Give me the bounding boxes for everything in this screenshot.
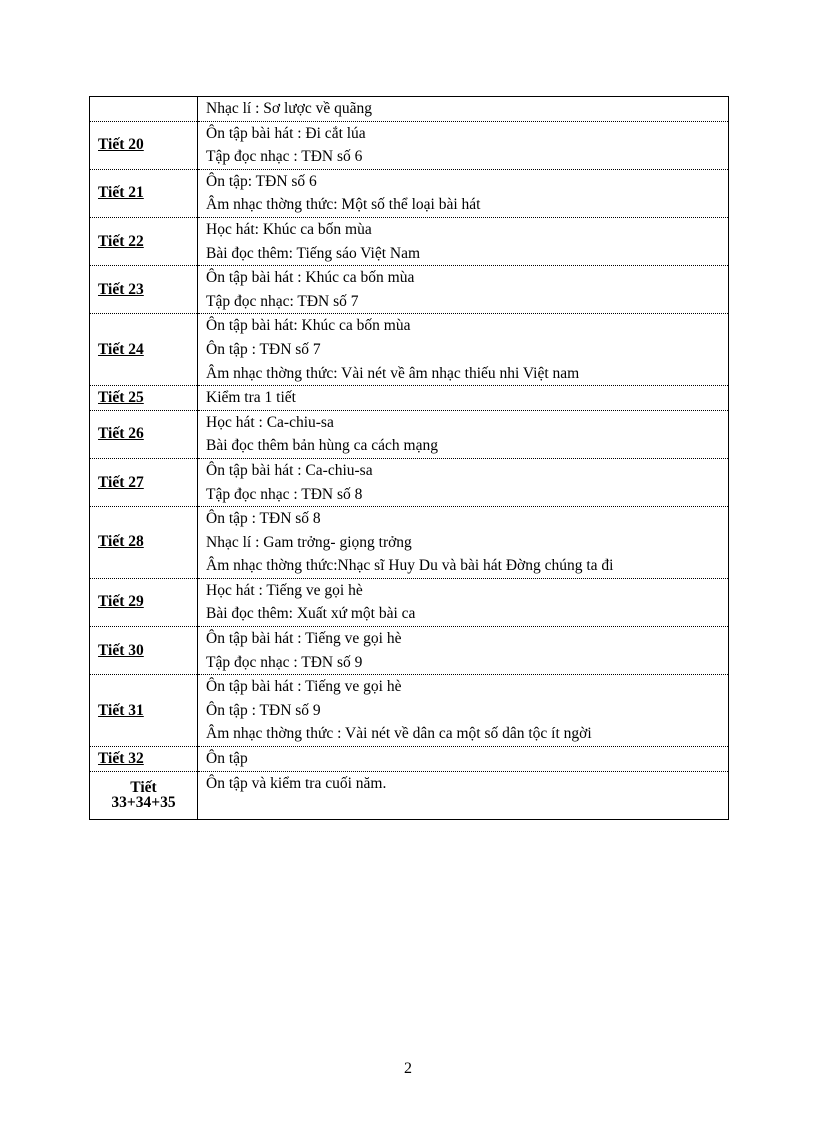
content-line [206,795,728,819]
content-cell [198,217,729,265]
table-row [90,169,729,217]
table-row [90,266,729,314]
content-cell [198,386,729,411]
lesson-schedule-body [90,97,729,820]
content-line: Tập đọc nhạc: TĐN số 7 [206,292,359,310]
table-row [90,675,729,747]
lesson-label-line2: 33+34+35 [111,794,176,812]
table-row [90,771,729,819]
content-cell [198,169,729,217]
table-row [90,578,729,626]
lesson-label: Tiết 24 [98,340,144,358]
lesson-cell [90,266,198,314]
content-cell [198,121,729,169]
content-cell [198,507,729,579]
content-line: Âm nhạc thờng thức : Vài nét về dân ca một số dân tộc ít ngời [206,725,592,743]
lesson-label: Tiết 23 [98,280,144,298]
content-line: Bài đọc thêm bản hùng ca cách mạng [206,437,438,455]
content-line: Tập đọc nhạc : TĐN số 6 [206,148,363,166]
content-cell [198,97,729,122]
content-cell [198,771,729,819]
lesson-label: Tiết 21 [98,184,144,202]
lesson-label: Tiết 31 [98,701,144,719]
content-line: Ôn tập bài hát : Tiếng ve gọi hè [206,678,402,696]
content-cell [198,675,729,747]
content-line: Học hát : Ca-chiu-sa [206,413,334,431]
content-cell [198,627,729,675]
content-line: Học hát : Tiếng ve gọi hè [206,581,363,599]
lesson-schedule-table [89,96,729,820]
lesson-label: Tiết 32 [98,749,144,767]
lesson-label: Tiết 26 [98,425,144,443]
content-line: Ôn tập và kiểm tra cuối năm. [206,774,387,792]
lesson-label: Tiết 25 [98,388,144,406]
lesson-cell [90,314,198,386]
table-row [90,121,729,169]
table-row [90,410,729,458]
lesson-label: Tiết 30 [98,641,144,659]
page-number: 2 [404,1060,412,1077]
content-line: Âm nhạc thờng thức: Một số thể loại bài hát [206,196,481,214]
content-line: Ôn tập : TĐN số 9 [206,701,321,719]
lesson-cell [90,217,198,265]
content-line: Bài đọc thêm: Xuất xứ một bài ca [206,605,416,623]
lesson-cell [90,747,198,772]
content-line: Nhạc lí : Gam trởng- giọng trởng [206,533,412,551]
content-line: Ôn tập : TĐN số 7 [206,340,321,358]
lesson-cell [90,386,198,411]
lesson-label: Tiết 20 [98,136,144,154]
content-line: Ôn tập bài hát: Khúc ca bốn mùa [206,317,411,335]
content-line: Ôn tập: TĐN số 6 [206,172,317,190]
table-row [90,314,729,386]
lesson-label: Tiết 27 [98,473,144,491]
lesson-cell [90,458,198,506]
lesson-cell [90,627,198,675]
table-row [90,458,729,506]
content-line: Ôn tập : TĐN số 8 [206,510,321,528]
content-line: Bài đọc thêm: Tiếng sáo Việt Nam [206,244,421,262]
content-line: Tập đọc nhạc : TĐN số 8 [206,485,363,503]
lesson-cell [90,507,198,579]
content-line: Tập đọc nhạc : TĐN số 9 [206,653,363,671]
table-row [90,217,729,265]
content-cell [198,410,729,458]
table-row [90,747,729,772]
table-row [90,97,729,122]
content-line: Ôn tập bài hát : Tiếng ve gọi hè [206,630,402,648]
table-row [90,386,729,411]
content-line: Nhạc lí : Sơ lược về quãng [206,100,372,117]
lesson-cell [90,169,198,217]
table-row [90,507,729,579]
lesson-label: Tiết 22 [98,232,144,250]
content-line: Ôn tập bài hát : Khúc ca bốn mùa [206,269,415,287]
lesson-label-line1: Tiết [130,779,157,797]
content-line: Âm nhạc thờng thức: Vài nét về âm nhạc thiếu nhi Việt nam [206,364,580,382]
lesson-label: Tiết 29 [98,593,144,611]
content-cell [198,747,729,772]
lesson-cell [90,771,198,819]
lesson-cell [90,121,198,169]
content-line: Âm nhạc thờng thức:Nhạc sĩ Huy Du và bài hát Đờng chúng ta đi [206,557,614,575]
content-cell [198,266,729,314]
content-cell [198,314,729,386]
lesson-label: Tiết 28 [98,533,144,551]
content-line: Ôn tập bài hát : Đi cắt lúa [206,124,366,142]
content-cell [198,578,729,626]
lesson-cell [90,410,198,458]
content-line: Học hát: Khúc ca bốn mùa [206,220,372,238]
lesson-cell [90,578,198,626]
content-line: Kiểm tra 1 tiết [206,389,296,407]
content-line: Ôn tập [206,750,248,768]
lesson-cell [90,97,198,122]
content-line: Ôn tập bài hát : Ca-chiu-sa [206,461,373,479]
content-cell [198,458,729,506]
lesson-cell [90,675,198,747]
table-row [90,627,729,675]
